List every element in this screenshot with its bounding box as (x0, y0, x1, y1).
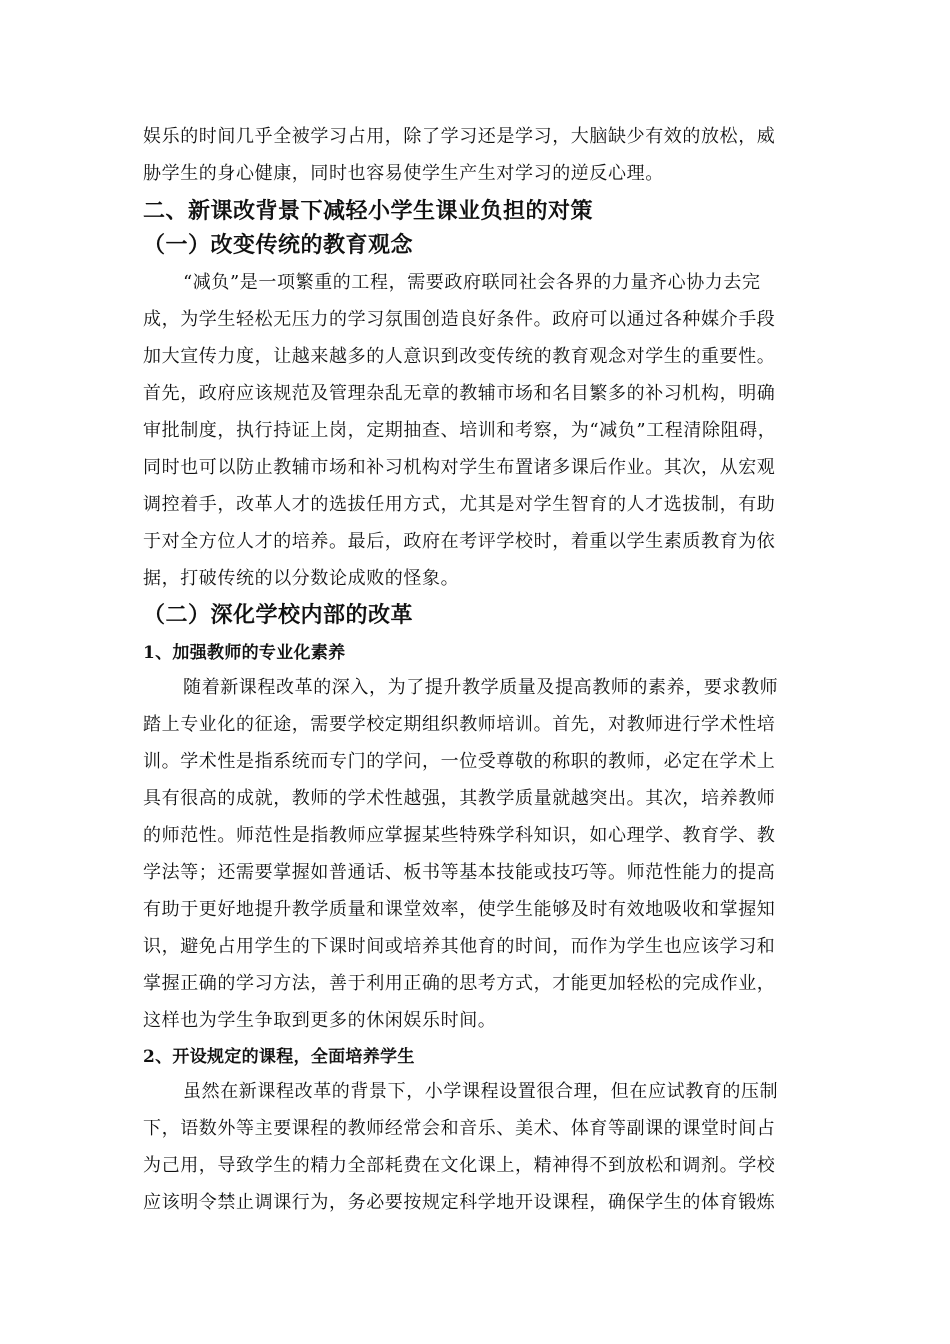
body-text-line: 有助于更好地提升教学质量和课堂效率，使学生能够及时有效地吸收和掌握知 (143, 899, 776, 920)
subsection-heading: （二）深化学校内部的改革 (143, 602, 414, 628)
item-heading: 2、开设规定的课程，全面培养学生 (143, 1047, 415, 1067)
body-text-line: 首先，政府应该规范及管理杂乱无章的教辅市场和名目繁多的补习机构，明确 (143, 383, 776, 404)
body-text-line: 识，避免占用学生的下课时间或培养其他育的时间，而作为学生也应该学习和 (143, 936, 776, 957)
body-text-line: 为己用，导致学生的精力全部耗费在文化课上，精神得不到放松和调剂。学校 (143, 1155, 776, 1176)
body-text-line: 学法等；还需要掌握如普通话、板书等基本技能或技巧等。师范性能力的提高 (143, 862, 776, 883)
body-text-line: 调控着手，改革人才的选拔任用方式，尤其是对学生智育的人才选拔制，有助 (143, 494, 776, 515)
body-text-line: 踏上专业化的征途，需要学校定期组织教师培训。首先，对教师进行学术性培 (143, 714, 776, 735)
body-text-line: 的师范性。师范性是指教师应掌握某些特殊学科知识，如心理学、教育学、教 (143, 825, 776, 846)
body-text-line: 随着新课程改革的深入，为了提升教学质量及提高教师的素养，要求教师 (183, 677, 779, 698)
body-text-line: 具有很高的成就，教师的学术性越强，其教学质量就越突出。其次，培养教师 (143, 788, 776, 809)
body-text-line: 虽然在新课程改革的背景下，小学课程设置很合理，但在应试教育的压制 (183, 1081, 779, 1102)
body-text-line: 训。学术性是指系统而专门的学问，一位受尊敬的称职的教师，必定在学术上 (143, 751, 776, 772)
body-text-line: 据，打破传统的以分数论成败的怪象。 (143, 568, 460, 589)
body-text-line: 应该明令禁止调课行为，务必要按规定科学地开设课程，确保学生的体育锻炼 (143, 1192, 776, 1213)
item-heading: 1、加强教师的专业化素养 (143, 643, 346, 663)
body-text-line: 掌握正确的学习方法，善于利用正确的思考方式，才能更加轻松的完成作业， (143, 973, 776, 994)
section-heading: 二、新课改背景下减轻小学生课业负担的对策 (143, 198, 594, 224)
subsection-heading: （一）改变传统的教育观念 (143, 232, 414, 258)
body-text-line: 于对全方位人才的培养。最后，政府在考评学校时，着重以学生素质教育为依 (143, 531, 776, 552)
body-text-line: 下，语数外等主要课程的教师经常会和音乐、美术、体育等副课的课堂时间占 (143, 1118, 776, 1139)
body-text-line: 成，为学生轻松无压力的学习氛围创造良好条件。政府可以通过各种媒介手段 (143, 309, 776, 330)
body-text-line: “减负”是一项繁重的工程，需要政府联同社会各界的力量齐心协力去完 (183, 272, 761, 293)
body-text-line: 同时也可以防止教辅市场和补习机构对学生布置诸多课后作业。其次，从宏观 (143, 457, 776, 478)
body-text-line: 这样也为学生争取到更多的休闲娱乐时间。 (143, 1010, 497, 1031)
body-text-line: 审批制度，执行持证上岗，定期抽查、培训和考察，为“减负”工程清除阻碍， (143, 420, 777, 441)
body-text-line: 加大宣传力度，让越来越多的人意识到改变传统的教育观念对学生的重要性。 (143, 346, 776, 367)
body-text-line: 娱乐的时间几乎全被学习占用，除了学习还是学习，大脑缺少有效的放松，威 (143, 126, 776, 147)
body-text-line: 胁学生的身心健康，同时也容易使学生产生对学习的逆反心理。 (143, 163, 664, 184)
